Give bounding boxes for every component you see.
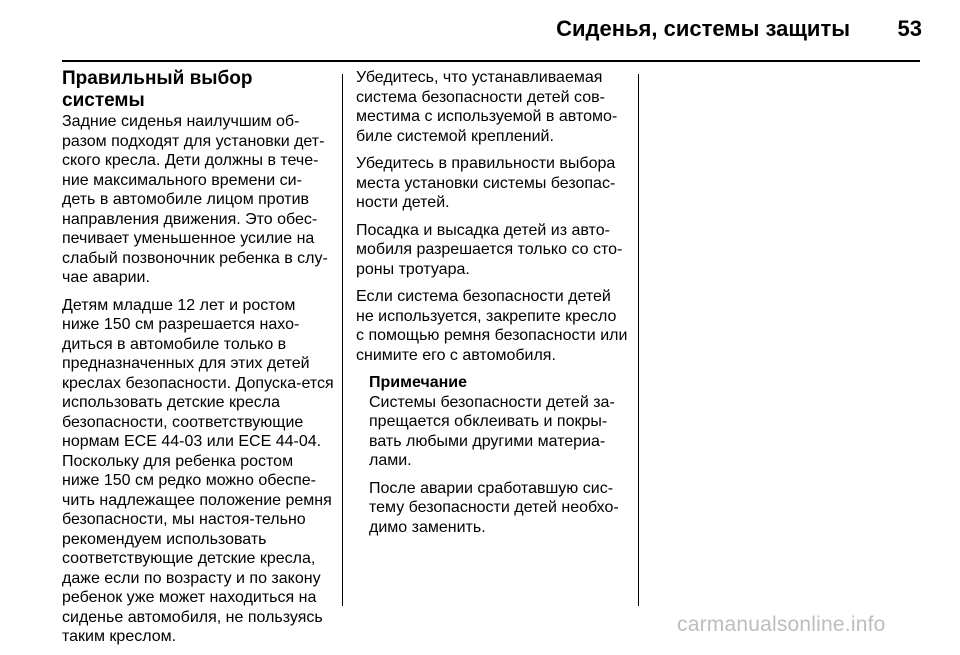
left-column bbox=[62, 68, 334, 655]
paragraph: Детям младше 12 лет и ростом ниже 150 см разрешается нахо-диться в автомобиле только в предназначенных для этих детей креслах безопасности. Допуска-ется использовать детские кресла безопасности, соответствующие нормам ECE 44-03 или ECE 44-04. Поскольку для ребенка ростом ниже 150 см редко можно обеспе-чить надлежащее положение ремня безопасности, мы настоя-тельно рекомендуем использовать соответствующие детские кресла, даже если по возрасту и по закону ребенок уже может находиться на сиденье автомобиля, не пользуясь таким креслом. bbox=[62, 296, 334, 645]
note-box bbox=[369, 373, 628, 537]
header-divider bbox=[62, 60, 920, 62]
watermark: carmanualsonline.info bbox=[677, 613, 886, 636]
running-header-title: Сиденья, системы защиты bbox=[556, 16, 850, 41]
note-paragraph: После аварии сработавшую сис-тему безопасности детей необхо-димо заменить. bbox=[369, 479, 619, 536]
paragraph: Убедитесь, что устанавливаемая система безопасности детей сов-местима с используемой в автомо-биле системой креплений. bbox=[356, 69, 618, 145]
column-divider bbox=[638, 74, 639, 606]
paragraph: Посадка и высадка детей из авто-мобиля разрешается только со сто-роны тротуара. bbox=[356, 221, 623, 278]
page-number: 53 bbox=[897, 16, 922, 41]
paragraph: Убедитесь в правильности выбора места установки системы безопас-ности детей. bbox=[356, 155, 616, 211]
right-column bbox=[356, 68, 628, 545]
paragraph: Задние сиденья наилучшим об-разом подходят для установки дет-ского кресла. Дети должны в тече-ние максимального времени си-деть в автомобиле лицом против направления движения. Это обес-печивает уменьшенное усилие на слабый позвоночник ребенка в слу-чае аварии. bbox=[62, 113, 328, 286]
paragraph: Если система безопасности детей не используется, закрепите кресло с помощью ремня безопасности или снимите его с автомобиля. bbox=[356, 288, 628, 364]
section-heading: Правильный выбор системы bbox=[62, 68, 253, 111]
note-paragraph: Системы безопасности детей за-прещается обклеивать и покры-вать любыми другими материа-лами. bbox=[369, 393, 615, 469]
note-heading: Примечание bbox=[369, 374, 468, 391]
column-divider bbox=[342, 74, 343, 606]
